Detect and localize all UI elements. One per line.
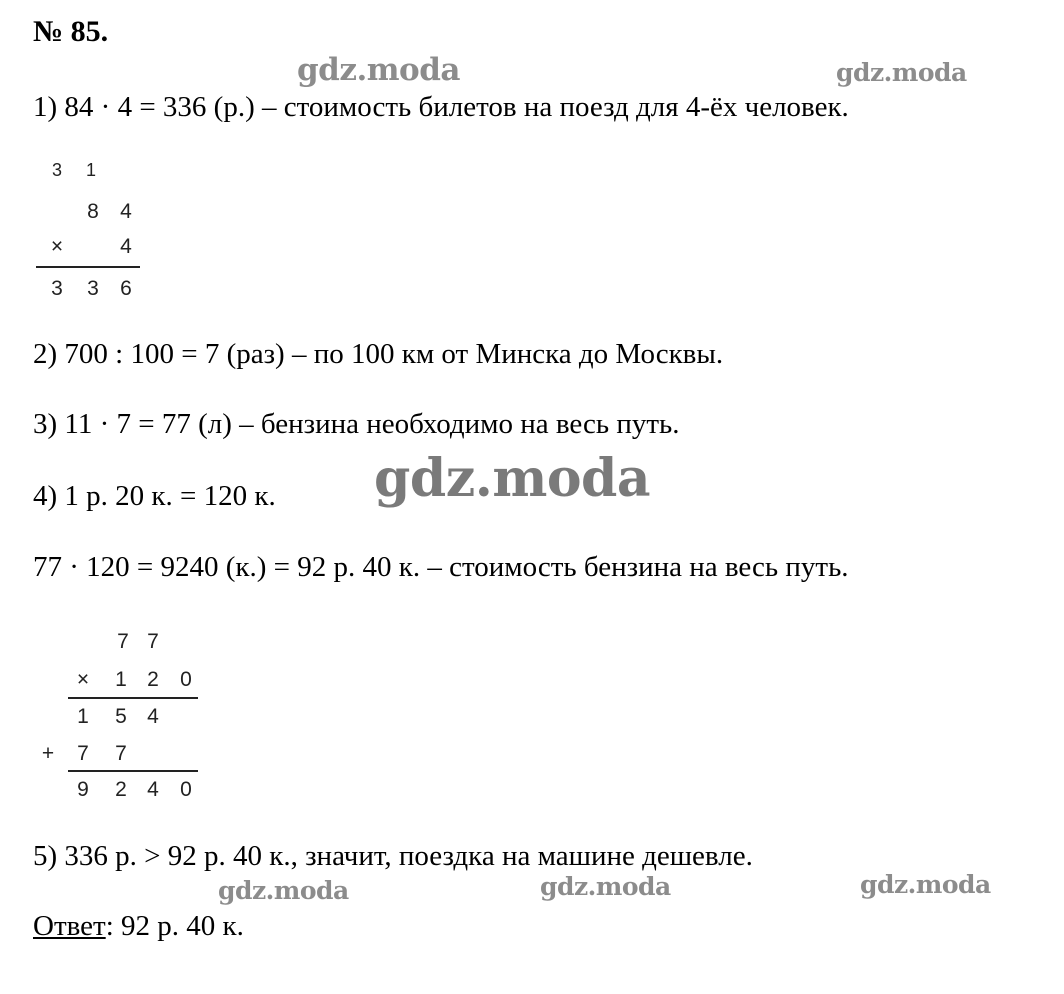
digit: 8: [87, 200, 99, 223]
watermark: gdz.moda: [540, 872, 671, 901]
digit: 6: [120, 277, 132, 300]
step-4: 4) 1 р. 20 к. = 120 к.: [33, 480, 276, 512]
step-3: 3) 11 · 7 = 77 (л) – бензина необходимо на весь путь.: [33, 408, 680, 440]
plus-sign: +: [41, 742, 55, 765]
answer: [33, 912, 244, 941]
problem-title: № 85.: [33, 15, 109, 48]
digit: 2: [115, 778, 127, 801]
digit: 3: [87, 277, 99, 300]
digit: 0: [180, 668, 192, 691]
digit: 4: [120, 200, 132, 223]
carry-digit: 1: [85, 160, 96, 180]
digit: 2: [147, 668, 159, 691]
watermark: gdz.moda: [860, 870, 991, 899]
digit: 4: [147, 778, 159, 801]
answer-value: : 92 р. 40 к.: [105, 910, 244, 942]
digit: 0: [180, 778, 192, 801]
digit: 3: [51, 277, 63, 300]
step-4-calc: 77 · 120 = 9240 (к.) = 92 р. 40 к. – стоимость бензина на весь путь.: [33, 551, 849, 583]
multiply-sign: ×: [76, 668, 90, 691]
digit: 7: [77, 742, 89, 765]
watermark: gdz.moda: [297, 52, 460, 88]
digit: 4: [147, 705, 159, 728]
digit: 7: [147, 630, 159, 653]
step-2: 2) 700 : 100 = 7 (раз) – по 100 км от Минска до Москвы.: [33, 338, 724, 370]
digit: 7: [115, 742, 127, 765]
watermark: gdz.moda: [836, 58, 967, 87]
sum-line: [36, 266, 140, 268]
watermark: gdz.moda: [218, 876, 349, 905]
step-1: 1) 84 · 4 = 336 (р.) – стоимость билетов на поезд для 4-ёх человек.: [33, 91, 849, 123]
digit: 1: [115, 668, 127, 691]
product-line: [68, 697, 198, 699]
digit: 5: [115, 705, 127, 728]
digit: 4: [120, 235, 132, 258]
watermark: gdz.moda: [374, 448, 651, 509]
carry-digit: 3: [51, 160, 62, 180]
digit: 1: [77, 705, 89, 728]
answer-label: Ответ: [33, 910, 106, 942]
sum-line: [68, 770, 198, 772]
step-5: 5) 336 р. > 92 р. 40 к., значит, поездка на машине дешевле.: [33, 840, 753, 872]
multiply-sign: ×: [50, 235, 64, 258]
digit: 9: [77, 778, 89, 801]
digit: 7: [117, 630, 129, 653]
